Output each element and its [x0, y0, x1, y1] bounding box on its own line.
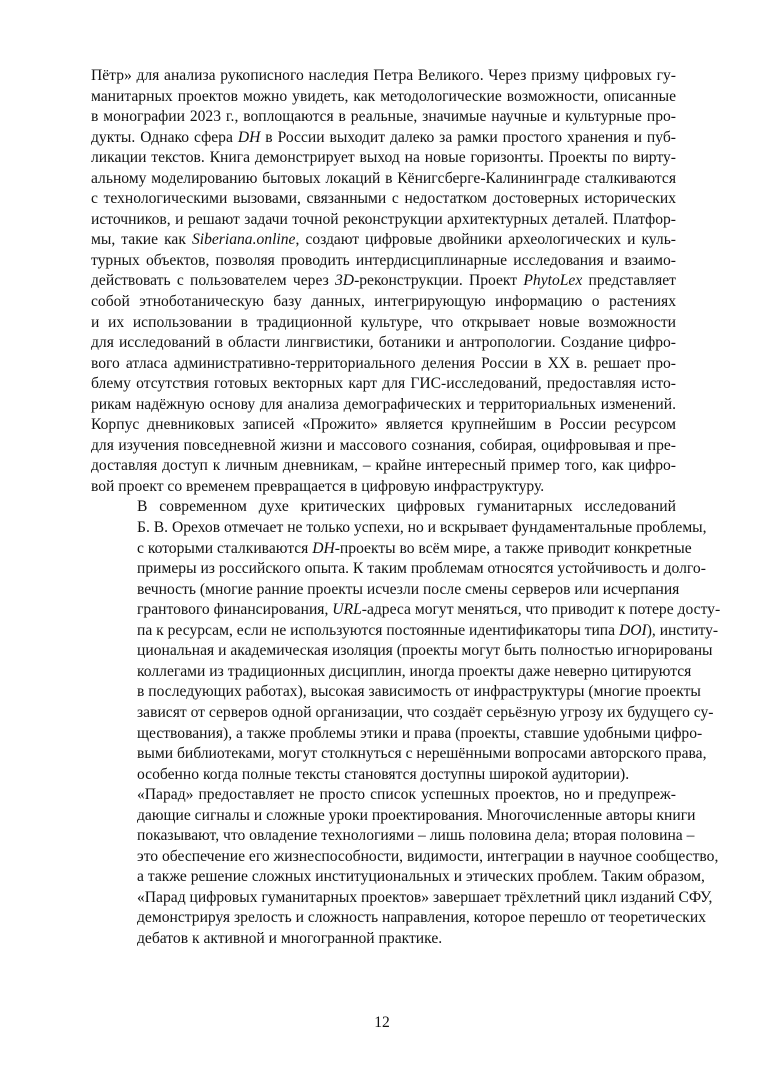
text-line: зависят от серверов одной организации, что создаёт серьёзную угрозу их будущего су- — [137, 703, 714, 721]
text-line: действовать с пользователем через 3D-реконструкции. Проект PhytoLex представляет — [91, 272, 676, 290]
text-line: турных объектов, позволяя проводить интердисциплинарные исследования и взаимо- — [91, 251, 676, 269]
text-line: вечность (многие ранние проекты исчезли после смены серверов или исчерпания — [137, 580, 680, 598]
text-line: с которыми сталкиваются DH-проекты во всём мире, а также приводит конкретные — [137, 539, 692, 557]
text-line: дающие сигналы и сложные уроки проектирования. Многочисленные авторы книги — [137, 806, 696, 824]
text-line: это обеспечение его жизнеспособности, видимости, интеграции в научное сообщество, — [137, 847, 719, 865]
text-line: в последующих работах), высокая зависимость от инфраструктуры (многие проекты — [137, 683, 701, 701]
text-line: с технологическими вызовами, связанными с недостатком достоверных исторических — [91, 190, 676, 208]
text-line: собой этноботаническую базу данных, интегрирующую информацию о растениях — [91, 293, 676, 311]
text-line: блему отсутствия готовых векторных карт для ГИС-исследований, предоставляя исто- — [91, 375, 676, 393]
body-text — [91, 66, 721, 950]
text-line: рикам надёжную основу для анализа демографических и территориальных изменений. — [91, 395, 676, 413]
paragraph-3 — [91, 785, 719, 949]
text-line: показывают, что овладение технологиями – лишь половина дела; вторая половина – — [137, 827, 695, 845]
text-line: для исследований в области лингвистики, ботаники и антропологии. Создание цифро- — [91, 334, 676, 352]
text-line: В современном духе критических цифровых гуманитарных исследований — [137, 498, 676, 516]
text-line: циональная и академическая изоляция (проекты могут быть полностью игнорированы — [137, 642, 713, 660]
text-line: коллегами из традиционных дисциплин, иногда проекты даже неверно цитируются — [137, 662, 692, 680]
paragraph-2 — [91, 497, 721, 785]
text-line: примеры из российского опыта. К таким проблемам относятся устойчивость и долго- — [137, 560, 706, 578]
text-line: «Парад» предоставляет не просто список успешных проектов, но и предупреж- — [137, 786, 676, 804]
text-line: грантового финансирования, URL-адреса могут меняться, что приводит к потере досту- — [137, 601, 721, 619]
text-line: манитарных проектов можно увидеть, как методологические возможности, описанные — [91, 87, 676, 105]
text-line: в монографии 2023 г., воплощаются в реальные, значимые научные и культурные про- — [91, 108, 676, 126]
text-line: Пётр» для анализа рукописного наследия Петра Великого. Через призму цифровых гу- — [91, 67, 676, 84]
text-line: дукты. Однако сфера DH в России выходит далеко за рамки простого хранения и пуб- — [91, 128, 676, 146]
text-line: Корпус дневниковых записей «Прожито» является крупнейшим в России ресурсом — [91, 416, 676, 434]
text-line: Б. В. Орехов отмечает не только успехи, но и вскрывает фундаментальные проблемы, — [137, 519, 707, 537]
text-line: па к ресурсам, если не используются постоянные идентификаторы типа DOI), институ- — [137, 621, 719, 639]
text-line: ществования), а также проблемы этики и права (проекты, ставшие удобными цифро- — [137, 724, 703, 742]
page-number: 12 — [374, 1014, 390, 1031]
text-line: доставляя доступ к личным дневникам, – крайне интересный пример того, как цифро- — [91, 457, 676, 475]
text-line: альному моделированию бытовых локаций в Кёнигсберге-Калининграде сталкиваются — [91, 169, 676, 187]
text-line: источников, и решают задачи точной реконструкции архитектурных деталей. Платфор- — [91, 210, 676, 228]
text-line: демонстрируя зрелость и сложность направления, которое перешло от теоретических — [137, 909, 707, 927]
text-line: мы, такие как Siberiana.online, создают цифровые двойники археологических и куль- — [91, 231, 676, 249]
text-line: а также решение сложных институциональных и этических проблем. Таким образом, — [137, 868, 705, 886]
text-line: выми библиотеками, могут столкнуться с нерешёнными вопросами авторского права, — [137, 745, 707, 763]
text-line: вого атласа административно-территориального деления России в XX в. решает про- — [91, 354, 676, 372]
paragraph-1 — [91, 66, 676, 497]
text-line: ликации текстов. Книга демонстрирует выход на новые горизонты. Проекты по вирту- — [91, 149, 676, 167]
text-line: вой проект со временем превращается в цифровую инфраструктуру. — [91, 477, 545, 495]
text-line: для изучения повседневной жизни и массового сознания, собирая, оцифровывая и пре- — [91, 436, 676, 454]
text-line: и их использовании в традиционной культуре, что открывает новые возможности — [91, 313, 676, 331]
text-line: дебатов к активной и многогранной практике. — [137, 929, 443, 947]
text-line: особенно когда полные тексты становятся доступны широкой аудитории). — [137, 765, 630, 783]
text-line: «Парад цифровых гуманитарных проектов» завершает трёхлетний цикл изданий СФУ, — [137, 888, 713, 906]
